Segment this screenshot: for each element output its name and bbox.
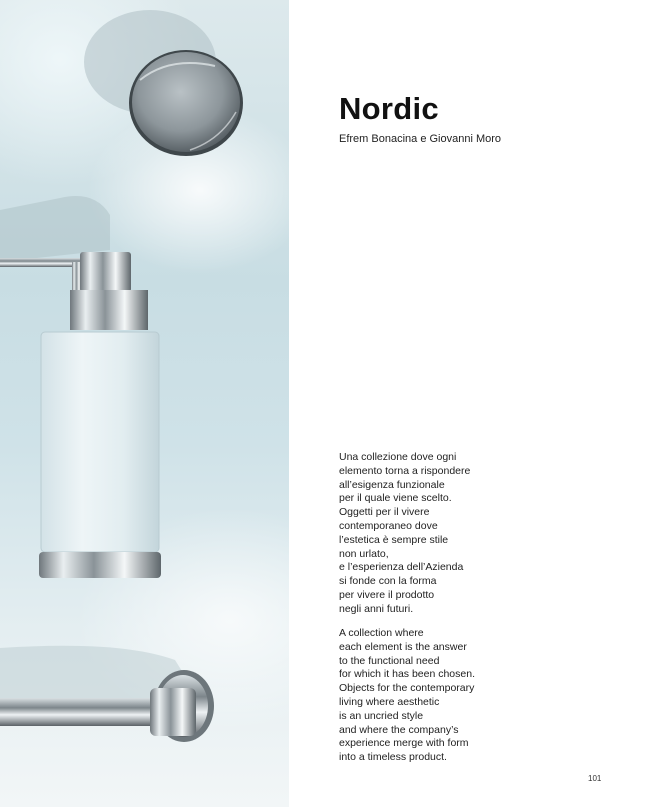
description-line: is an uncried style: [339, 709, 424, 722]
description-line: to the functional need: [339, 654, 440, 667]
description-line: Objects for the contemporary: [339, 682, 475, 695]
description-line: si fonde con la forma: [339, 575, 437, 588]
description-english: [339, 627, 475, 765]
page-number: 101: [588, 774, 602, 783]
description-line: per vivere il prodotto: [339, 588, 435, 601]
description-line: experience merge with form: [339, 737, 469, 750]
description-line: l’estetica è sempre stile: [339, 533, 449, 546]
dispenser-arm: [0, 258, 82, 298]
designer-credits: Efrem Bonacina e Giovanni Moro: [339, 133, 502, 145]
description-line: Oggetti per il vivere: [339, 506, 430, 519]
description-italian: [339, 451, 470, 617]
description-line: Una collezione dove ogni: [339, 451, 457, 463]
product-photo: [0, 0, 289, 807]
description-line: per il quale viene scelto.: [339, 492, 452, 505]
description-line: elemento torna a rispondere: [339, 464, 471, 477]
page-title: Nordic: [339, 91, 439, 126]
product-photo-illustration: [0, 0, 289, 807]
description-line: each element is the answer: [339, 640, 467, 653]
description-line: e l’esperienza dell’Azienda: [339, 561, 464, 574]
description-line: living where aesthetic: [339, 695, 440, 708]
description-line: for which it has been chosen.: [339, 668, 475, 681]
description-line: A collection where: [339, 627, 424, 639]
soap-dispenser: [39, 252, 161, 578]
description-line: non urlato,: [339, 547, 389, 560]
description-line: and where the company’s: [339, 723, 459, 736]
description-line: negli anni futuri.: [339, 602, 414, 615]
description-line: contemporaneo dove: [339, 519, 438, 532]
description-line: all’esigenza funzionale: [339, 478, 445, 491]
round-mirror: [129, 50, 243, 156]
description-line: into a timeless product.: [339, 751, 447, 764]
